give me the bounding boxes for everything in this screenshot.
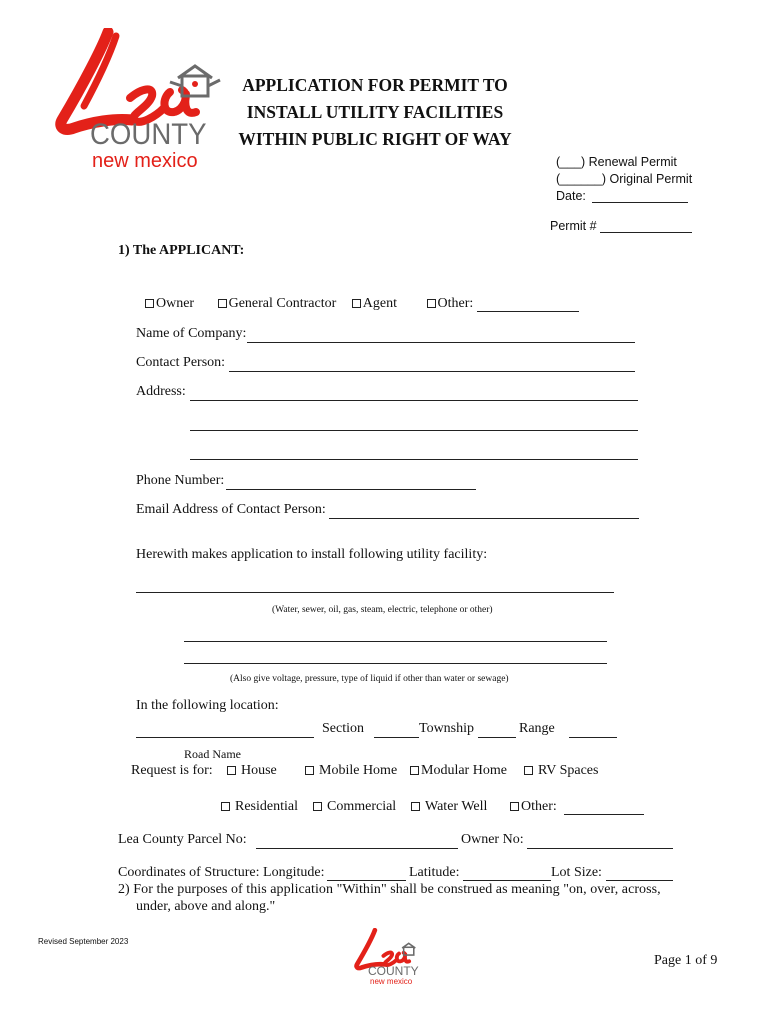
- latitude-field[interactable]: [463, 880, 551, 881]
- facility-field-1[interactable]: [136, 592, 614, 593]
- road-name-field[interactable]: [136, 737, 314, 738]
- email-label: Email Address of Contact Person:: [136, 502, 326, 517]
- address-field-1[interactable]: [190, 400, 638, 401]
- latitude-label: Latitude:: [409, 865, 460, 880]
- address-field-2[interactable]: [190, 430, 638, 431]
- within-clause-line2: under, above and along.": [136, 899, 276, 914]
- mobile-home-checkbox[interactable]: Mobile Home: [305, 763, 397, 778]
- other-field[interactable]: [477, 299, 579, 312]
- agent-checkbox[interactable]: Agent: [352, 296, 397, 311]
- form-title-line3: WITHIN PUBLIC RIGHT OF WAY: [238, 129, 512, 149]
- modular-home-checkbox[interactable]: Modular Home: [410, 763, 507, 778]
- lot-size-label: Lot Size:: [551, 865, 602, 880]
- revised-date: Revised September 2023: [38, 937, 129, 946]
- page-number: Page 1 of 9: [654, 953, 718, 968]
- owner-no-field[interactable]: [527, 848, 673, 849]
- original-permit-field[interactable]: (______) Original Permit: [556, 172, 693, 186]
- address-field-3[interactable]: [190, 459, 638, 460]
- parcel-label: Lea County Parcel No:: [118, 832, 247, 847]
- email-field[interactable]: [329, 518, 639, 519]
- other-checkbox[interactable]: Other:: [427, 296, 474, 311]
- address-label: Address:: [136, 384, 186, 399]
- form-title-line2: INSTALL UTILITY FACILITIES: [246, 102, 504, 122]
- facility-note-1: (Water, sewer, oil, gas, steam, electric, telephone or other): [272, 605, 493, 615]
- contact-label: Contact Person:: [136, 355, 226, 370]
- date-field[interactable]: [592, 190, 688, 203]
- lot-size-field[interactable]: [606, 880, 673, 881]
- permit-number-field[interactable]: [600, 220, 692, 233]
- facility-intro: Herewith makes application to install following utility facility:: [136, 547, 488, 562]
- applicant-type-options: [145, 296, 579, 312]
- water-well-checkbox[interactable]: Water Well: [411, 799, 487, 814]
- footer-logo-county: COUNTY: [368, 964, 419, 978]
- logo-county-text: COUNTY: [90, 118, 207, 151]
- general-contractor-checkbox[interactable]: General Contractor: [218, 296, 337, 311]
- road-name-label: Road Name: [184, 747, 241, 761]
- facility-field-3[interactable]: [184, 663, 607, 664]
- owner-checkbox[interactable]: Owner: [145, 296, 194, 311]
- logo-state-text: new mexico: [92, 150, 198, 172]
- company-label: Name of Company:: [136, 326, 247, 341]
- company-field[interactable]: [247, 342, 635, 343]
- township-field[interactable]: [478, 737, 516, 738]
- house-checkbox[interactable]: House: [227, 763, 277, 778]
- phone-field[interactable]: [226, 489, 476, 490]
- location-label: In the following location:: [136, 698, 279, 713]
- footer-logo: [350, 928, 420, 988]
- range-label: Range: [519, 721, 555, 736]
- renewal-permit-field[interactable]: (___) Renewal Permit: [556, 155, 677, 169]
- phone-label: Phone Number:: [136, 473, 225, 488]
- applicant-heading: 1) The APPLICANT:: [118, 243, 245, 258]
- commercial-checkbox[interactable]: Commercial: [313, 799, 396, 814]
- longitude-label: Coordinates of Structure: Longitude:: [118, 865, 325, 880]
- date-label: Date:: [556, 189, 586, 203]
- section-field[interactable]: [374, 737, 419, 738]
- owner-no-label: Owner No:: [461, 832, 524, 847]
- rv-spaces-checkbox[interactable]: RV Spaces: [524, 763, 598, 778]
- permit-number-label: Permit #: [550, 219, 597, 233]
- county-logo: [44, 28, 224, 178]
- range-field[interactable]: [569, 737, 617, 738]
- facility-note-2: (Also give voltage, pressure, type of liquid if other than water or sewage): [230, 674, 509, 684]
- within-clause-line1: 2) For the purposes of this application "Within" shall be construed as meaning "on, over, across,: [118, 882, 661, 897]
- facility-field-2[interactable]: [184, 641, 607, 642]
- form-title-line1: APPLICATION FOR PERMIT TO: [242, 75, 508, 95]
- request-other-field[interactable]: [564, 802, 644, 815]
- township-label: Township: [419, 721, 475, 736]
- request-other-checkbox[interactable]: Other:: [510, 799, 557, 814]
- footer-logo-state: new mexico: [370, 977, 413, 986]
- longitude-field[interactable]: [327, 880, 406, 881]
- residential-checkbox[interactable]: Residential: [221, 799, 298, 814]
- section-label: Section: [322, 721, 364, 736]
- parcel-field[interactable]: [256, 848, 458, 849]
- request-label: Request is for:: [131, 763, 213, 778]
- contact-field[interactable]: [229, 371, 635, 372]
